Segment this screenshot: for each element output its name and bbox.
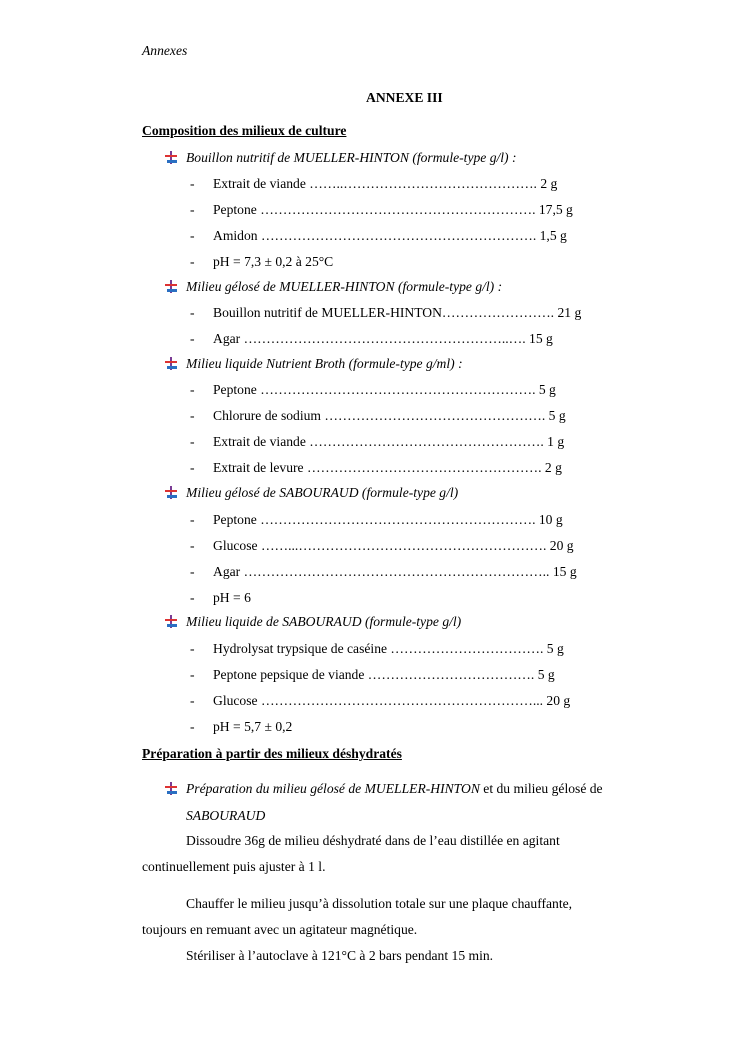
list-item: - Hydrolysat trypsique de caséine ……………………………. 5 g <box>190 641 564 656</box>
paragraph-line: Chauffer le milieu jusqu’à dissolution totale sur une plaque chauffante, <box>186 896 573 911</box>
list-item: - Extrait de viande ……..……………………………………. 2 g <box>190 176 558 191</box>
preparation-bullet: Préparation du milieu gélosé de MUELLER-HINTON et du milieu gélosé de <box>165 781 656 797</box>
bullet-icon <box>165 615 178 628</box>
medium-heading: Bouillon nutritif de MUELLER-HINTON (formule-type g/l) : <box>165 150 517 166</box>
list-item: - Peptone ……………………………………………………. 10 g <box>190 512 563 527</box>
section-heading-composition: Composition des milieux de culture <box>142 123 347 138</box>
paragraph-line: toujours en remuant avec un agitateur magnétique. <box>142 922 418 937</box>
bullet-icon <box>165 280 178 293</box>
section-heading-preparation: Préparation à partir des milieux déshydratés <box>142 746 402 761</box>
bullet-icon <box>165 782 178 795</box>
bullet-icon <box>165 357 178 370</box>
preparation-bullet-line2: SABOURAUD <box>186 808 266 823</box>
list-item: - Bouillon nutritif de MUELLER-HINTON……………………. 21 g <box>190 305 582 320</box>
bullet-icon <box>165 486 178 499</box>
running-header: Annexes <box>142 43 188 58</box>
medium-heading: Milieu liquide Nutrient Broth (formule-type g/ml) : <box>165 356 463 372</box>
bullet-icon <box>165 151 178 164</box>
medium-heading: Milieu gélosé de SABOURAUD (formule-type g/l) <box>165 485 458 501</box>
paragraph-line: Dissoudre 36g de milieu déshydraté dans de l’eau distillée en agitant <box>186 833 560 848</box>
list-item: - pH = 7,3 ± 0,2 à 25°C <box>190 254 334 269</box>
list-item: - Peptone ……………………………………………………. 17,5 g <box>190 202 573 217</box>
list-item: - Peptone pepsique de viande ………………………………. 5 g <box>190 667 555 682</box>
list-item: - Chlorure de sodium …………………………………………. 5 g <box>190 408 566 423</box>
paragraph-line: continuellement puis ajuster à 1 l. <box>142 859 326 874</box>
list-item: - pH = 5,7 ± 0,2 <box>190 719 293 734</box>
list-item: - Glucose ……...………………………………………………. 20 g <box>190 538 574 553</box>
list-item: - Agar ………………………………………………………….. 15 g <box>190 564 577 579</box>
list-item: - Agar …………………………………………………..…. 15 g <box>190 331 553 346</box>
list-item: - Extrait de levure ……………………………………………. 2 g <box>190 460 562 475</box>
list-item: - Amidon ……………………………………………………. 1,5 g <box>190 228 567 243</box>
list-item: - Peptone ……………………………………………………. 5 g <box>190 382 556 397</box>
paragraph-line: Stériliser à l’autoclave à 121°C à 2 bars pendant 15 min. <box>186 948 494 963</box>
medium-heading: Milieu liquide de SABOURAUD (formule-type g/l) <box>165 614 461 630</box>
medium-heading: Milieu gélosé de MUELLER-HINTON (formule-type g/l) : <box>165 279 502 295</box>
list-item: - Extrait de viande ……………………………………………. 1 g <box>190 434 565 449</box>
annex-title: ANNEXE III <box>366 90 443 105</box>
list-item: - pH = 6 <box>190 590 251 605</box>
list-item: - Glucose ……………………………………………………... 20 g <box>190 693 571 708</box>
